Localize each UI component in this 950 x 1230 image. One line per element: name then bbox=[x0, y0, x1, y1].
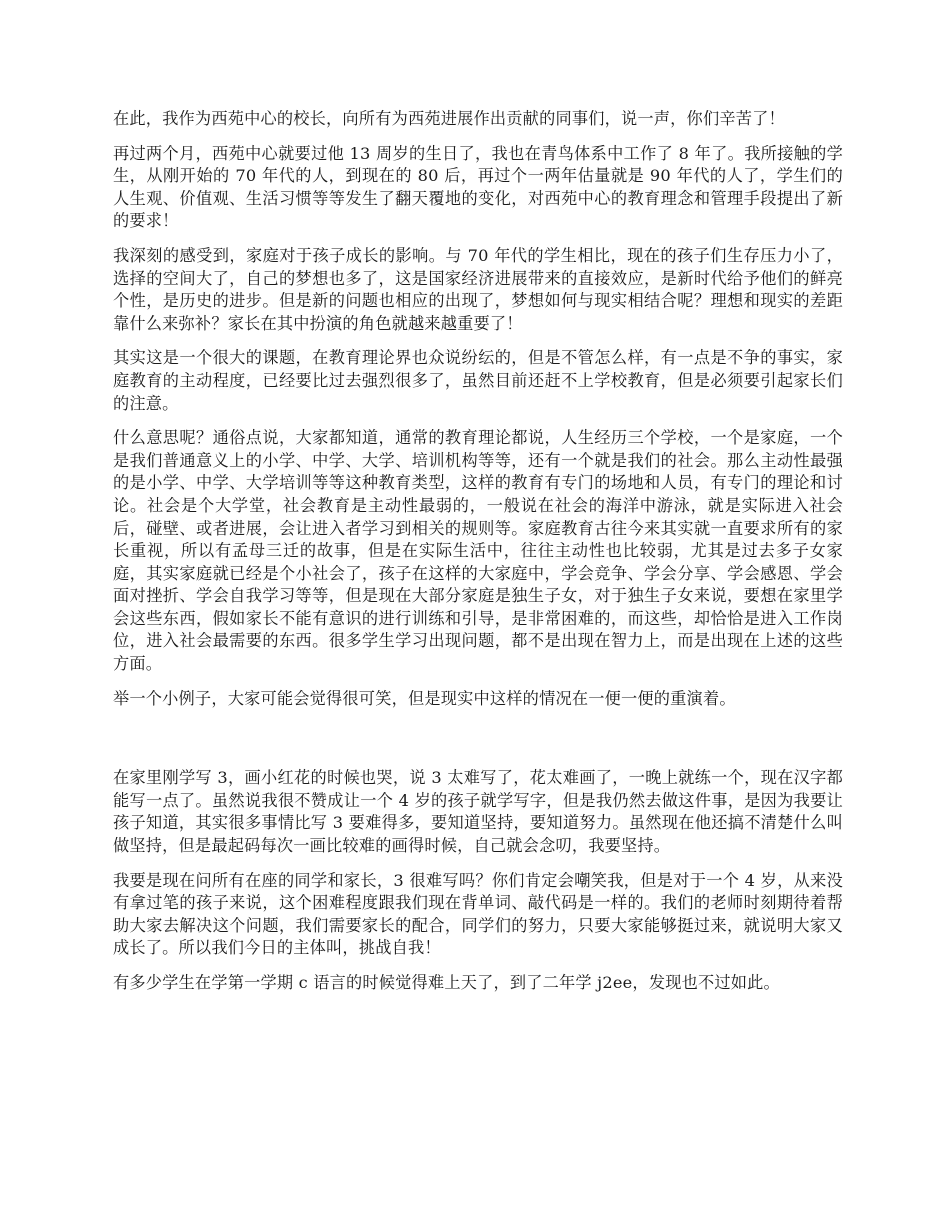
paragraph: 在家里刚学写 3，画小红花的时候也哭，说 3 太难写了，花太难画了，一晚上就练一个，现在汉字都能写一点了。虽然说我很不赞成让一个 4 岁的孩子就学写字，但是我仍然去做这件事，是因为我要让孩子知道，其实很多事情比写 3 要难得多，要知道坚持，要知道努力。虽然现在他还搞不清楚什么叫做坚持，但是最起码每次一画比较难的画得时候，自己就会念叨，我要坚持。 bbox=[113, 768, 843, 856]
paragraph: 其实这是一个很大的课题，在教育理论界也众说纷纭的，但是不管怎么样，有一点是不争的事实，家庭教育的主动程度，已经要比过去强烈很多了，虽然目前还赶不上学校教育，但是必须要引起家长们的注意。 bbox=[113, 348, 843, 413]
paragraph: 在此，我作为西苑中心的校长，向所有为西苑进展作出贡献的同事们，说一声，你们辛苦了！ bbox=[113, 109, 785, 128]
paragraph: 我深刻的感受到，家庭对于孩子成长的影响。与 70 年代的学生相比，现在的孩子们生存压力小了，选择的空间大了，自己的梦想也多了，这是国家经济进展带来的直接效应，是新时代给予他们的鲜亮个性，是历史的进步。但是新的问题也相应的出现了，梦想如何与现实相结合呢？理想和现实的差距靠什么来弥补？家长在其中扮演的角色就越来越重要了！ bbox=[113, 245, 843, 333]
paragraph: 什么意思呢？通俗点说，大家都知道，通常的教育理论都说，人生经历三个学校，一个是家庭，一个是我们普通意义上的小学、中学、大学、培训机构等等，还有一个就是我们的社会。那么主动性最强的是小学、中学、大学培训等等这种教育类型，这样的教育有专门的场地和人员，有专门的理论和讨论。社会是个大学堂，社会教育是主动性最弱的，一般说在社会的海洋中游泳，就是实际进入社会后，碰壁、或者进展，会让进入者学习到相关的规则等。家庭教育古往今来其实就一直要求所有的家长重视，所以有孟母三迁的故事，但是在实际生活中，往往主动性也比较弱，尤其是过去多子女家庭，其实家庭就已经是个小社会了，孩子在这样的大家庭中，学会竞争、学会分享、学会感恩、学会面对挫折、学会自我学习等等，但是现在大部分家庭是独生子女，对于独生子女来说，要想在家里学会这些东西，假如家长不能有意识的进行训练和引导，是非常困难的，而这些，却恰恰是进入工作岗位，进入社会最需要的东西。很多学生学习出现问题，都不是出现在智力上，而是出现在上述的这些方面。 bbox=[113, 428, 843, 674]
paragraph: 我要是现在问所有在座的同学和家长，3 很难写吗？你们肯定会嘲笑我，但是对于一个 4 岁，从来没有拿过笔的孩子来说，这个困难程度跟我们现在背单词、敲代码是一样的。我们的老师时刻期待着帮助大家去解决这个问题，我们需要家长的配合，同学们的努力，只要大家能够挺过来，就说明大家又成长了。所以我们今日的主体叫，挑战自我！ bbox=[113, 870, 843, 958]
document-body bbox=[113, 108, 843, 1007]
paragraph: 再过两个月，西苑中心就要过他 13 周岁的生日了，我也在青鸟体系中工作了 8 年了。我所接触的学生，从刚开始的 70 年代的人，到现在的 80 后，再过个一两年估量就是 90 年代的人了，学生们的人生观、价值观、生活习惯等等发生了翻天覆地的变化，对西苑中心的教育理念和管理手段提出了新的要求！ bbox=[113, 143, 843, 231]
paragraph: 有多少学生在学第一学期 c 语言的时候觉得难上天了，到了二年学 j2ee，发现也不过如此。 bbox=[113, 973, 780, 992]
paragraph: 举一个小例子，大家可能会觉得很可笑，但是现实中这样的情况在一便一便的重演着。 bbox=[113, 688, 736, 708]
